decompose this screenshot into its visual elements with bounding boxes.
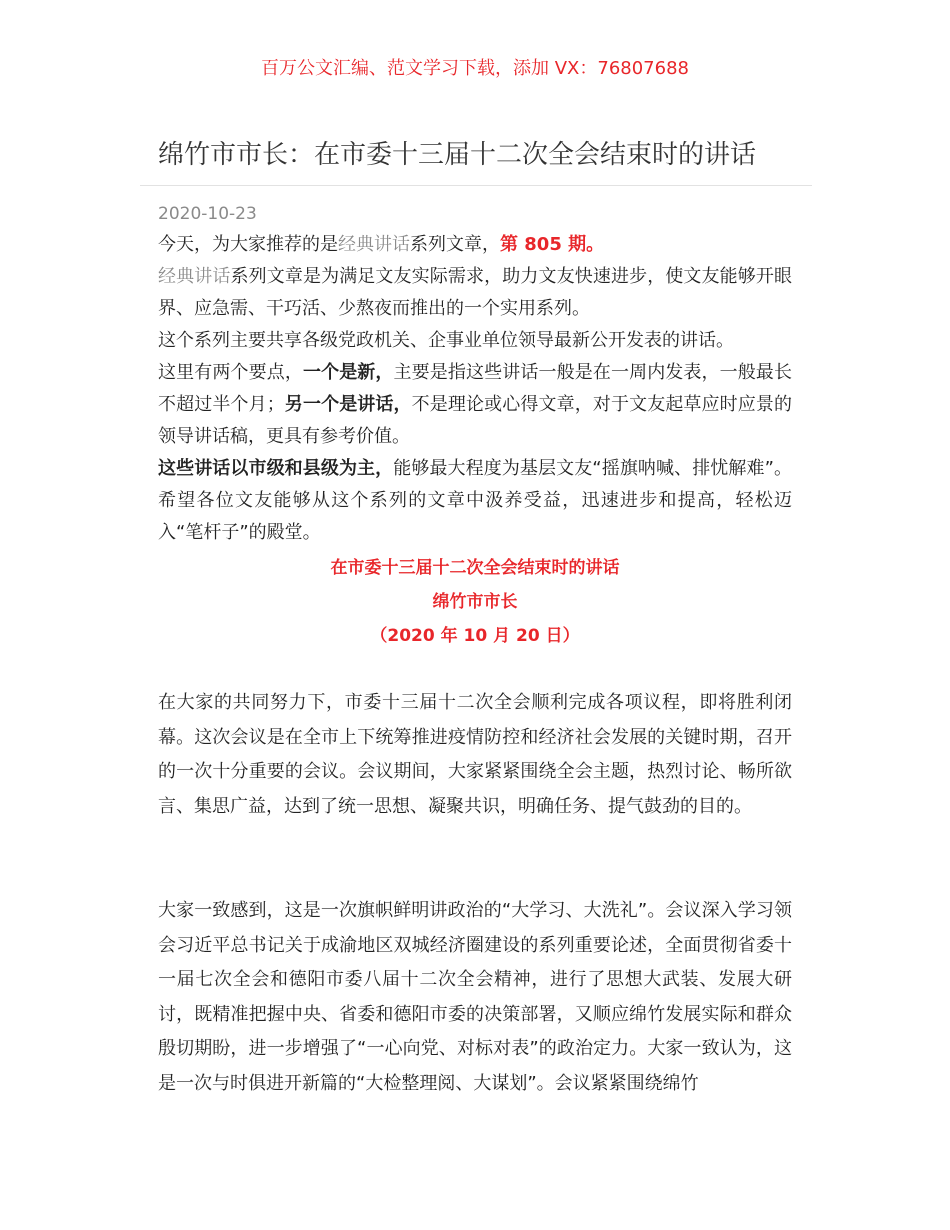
intro-paragraph-1: 今天，为大家推荐的是经典讲话系列文章，第 805 期。 <box>158 234 605 255</box>
issue-number: 第 805 期。 <box>500 234 605 255</box>
speech-header <box>158 551 792 653</box>
intro-paragraph-3: 这个系列主要共享各级党政机关、企事业单位领导最新公开发表的讲话。 <box>158 330 734 351</box>
speech-paragraph-1: 在大家的共同努力下，市委十三届十二次全会顺利完成各项议程，即将胜利闭幕。这次会议是在全市上下统筹推进疫情防控和经济社会发展的关键时期，召开的一次十分重要的会议。会议期间，大家紧紧围绕全会主题，热烈讨论、畅所欲言、集思广益，达到了统一思想、凝聚共识，明确任务、提气鼓劲的目的。 <box>158 692 792 817</box>
title-divider <box>140 185 812 186</box>
intro-paragraph-2: 经典讲话系列文章是为满足文友实际需求，助力文友快速进步，使文友能够开眼界、应急需、干巧活、少熬夜而推出的一个实用系列。 <box>158 266 793 319</box>
intro-section <box>158 229 792 653</box>
series-name: 经典讲话 <box>158 266 231 287</box>
speech-date: （2020 年 10 月 20 日） <box>370 626 580 646</box>
intro-paragraph-4: 这里有两个要点，一个是新，主要是指这些讲话一般是在一周内发表，一般最长不超过半个月；另一个是讲话，不是理论或心得文章，对于文友起草应时应景的领导讲话稿，更具有参考价值。 <box>158 362 793 447</box>
series-name: 经典讲话 <box>338 234 410 255</box>
publish-date: 2020-10-23 <box>158 204 257 224</box>
speech-title: 在市委十三届十二次全会结束时的讲话 <box>330 558 620 578</box>
article-title: 绵竹市市长：在市委十三届十二次全会结束时的讲话 <box>158 140 757 170</box>
speech-speaker: 绵竹市市长 <box>432 592 518 612</box>
promo-banner: 百万公文汇编、范文学习下载，添加 VX：76807688 <box>261 58 689 79</box>
intro-paragraph-5: 这些讲话以市级和县级为主，能够最大程度为基层文友“摇旗呐喊、排忧解难”。希望各位文友能够从这个系列的文章中汲养受益，迅速进步和提高，轻松迈入“笔杆子”的殿堂。 <box>158 458 792 543</box>
speech-paragraph-2: 大家一致感到，这是一次旗帜鲜明讲政治的“大学习、大洗礼”。会议深入学习领会习近平总书记关于成渝地区双城经济圈建设的系列重要论述，全面贯彻省委十一届七次全会和德阳市委八届十二次全会精神，进行了思想大武装、发展大研讨，既精准把握中央、省委和德阳市委的决策部署，又顺应绵竹发展实际和群众殷切期盼，进一步增强了“一心向党、对标对表”的政治定力。大家一致认为，这是一次与时俱进开新篇的“大检整理阅、大谋划”。会议紧紧围绕绵竹 <box>158 900 792 1094</box>
